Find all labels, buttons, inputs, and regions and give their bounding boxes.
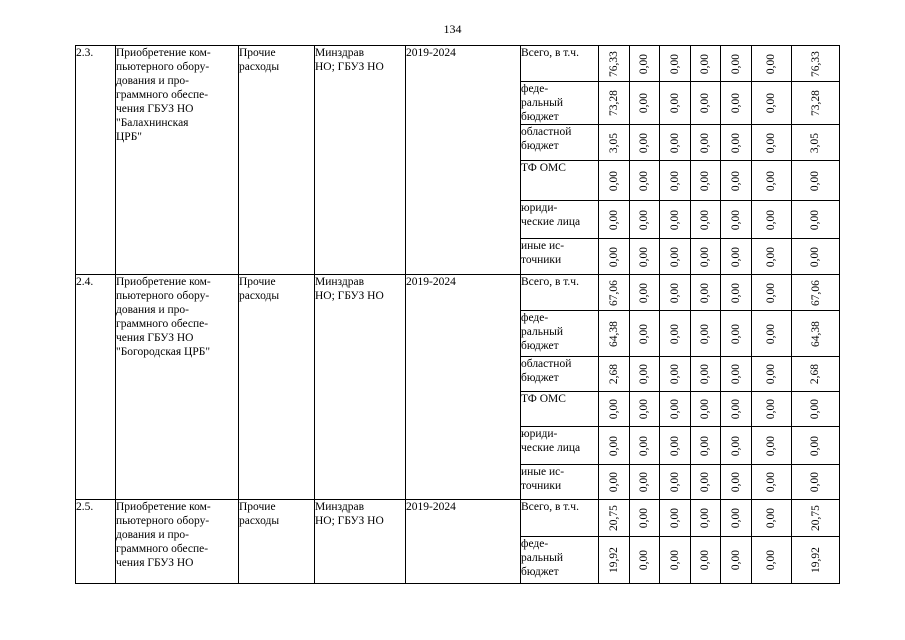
period: 2019-2024 (406, 47, 456, 59)
amount-cell (792, 500, 840, 537)
amount-cell (792, 392, 840, 427)
amount-value: 0,00 (669, 471, 681, 493)
program-measures-table (75, 45, 840, 584)
amount-value: 0,00 (765, 246, 778, 267)
amount-cell (721, 392, 752, 427)
amount-cell (752, 201, 792, 239)
amount-cell (721, 125, 752, 161)
funding-source-cell (521, 392, 599, 427)
amount-cell (660, 239, 691, 275)
amount-cell (630, 392, 660, 427)
amount-cell (752, 392, 792, 427)
amount-cell (599, 125, 630, 161)
amount-value: 0,00 (730, 209, 742, 230)
item-name: Приобретение ком- пьютерного обору- дования и про- граммного обеспе- чения ГБУЗ НО "Богородская ЦРБ" (116, 276, 211, 358)
amount-cell (660, 46, 691, 82)
amount-value: 0,00 (669, 92, 681, 114)
amount-value: 0,00 (638, 398, 651, 420)
amount-cell (660, 125, 691, 161)
amount-value: 0,00 (638, 132, 651, 153)
amount-cell (599, 537, 630, 584)
amount-cell (660, 392, 691, 427)
funding-source: юриди- ческие лица (521, 202, 581, 228)
amount-value: 0,00 (608, 170, 620, 191)
amount-cell (599, 82, 630, 125)
amount-value: 2,68 (809, 363, 822, 385)
amount-cell (691, 311, 721, 357)
amount-cell (599, 392, 630, 427)
amount-value: 0,00 (669, 363, 681, 385)
amount-value: 0,00 (699, 209, 712, 230)
amount-value: 0,00 (730, 363, 742, 385)
page-number: 134 (443, 22, 462, 36)
amount-value: 0,00 (638, 209, 651, 230)
amount-value: 0,00 (809, 398, 822, 420)
item-number: 2.4. (76, 276, 94, 288)
amount-cell (660, 201, 691, 239)
funding-source-cell (521, 125, 599, 161)
amount-value: 0,00 (699, 53, 712, 74)
amount-value: 0,00 (730, 323, 742, 344)
amount-cell (752, 161, 792, 201)
item-number: 2.5. (76, 501, 94, 513)
amount-value: 0,00 (809, 209, 822, 230)
amount-cell (599, 465, 630, 500)
table-row (76, 46, 840, 82)
period-cell (406, 275, 521, 500)
table-row (76, 500, 840, 537)
amount-value: 0,00 (765, 549, 778, 571)
amount-cell (752, 311, 792, 357)
amount-cell (691, 201, 721, 239)
amount-cell (792, 125, 840, 161)
amount-cell (599, 357, 630, 392)
amount-value: 0,00 (730, 471, 742, 493)
funding-source: Всего, в т.ч. (521, 276, 579, 288)
amount-cell (630, 465, 660, 500)
amount-value: 0,00 (699, 323, 712, 344)
amount-value: 0,00 (730, 132, 742, 153)
expense-type-cell (239, 46, 315, 275)
amount-value: 64,38 (809, 320, 822, 347)
amount-value: 0,00 (809, 170, 822, 191)
amount-cell (630, 239, 660, 275)
amount-value: 67,06 (608, 279, 620, 306)
amount-value: 0,00 (669, 435, 681, 456)
amount-value: 64,38 (608, 320, 620, 347)
amount-cell (660, 311, 691, 357)
amount-cell (752, 465, 792, 500)
amount-value: 0,00 (730, 282, 742, 303)
amount-cell (792, 537, 840, 584)
amount-value: 0,00 (638, 471, 651, 493)
funding-source: областной бюджет (521, 126, 572, 152)
amount-value: 0,00 (699, 92, 712, 114)
funding-source: Всего, в т.ч. (521, 47, 579, 59)
amount-cell (792, 161, 840, 201)
amount-cell (752, 46, 792, 82)
amount-value: 0,00 (608, 435, 620, 456)
amount-cell (599, 46, 630, 82)
funding-source-cell (521, 239, 599, 275)
funding-source-cell (521, 500, 599, 537)
amount-cell (660, 465, 691, 500)
amount-cell (721, 357, 752, 392)
amount-value: 0,00 (699, 435, 712, 456)
table-row (76, 275, 840, 311)
executor: Минздрав НО; ГБУЗ НО (315, 47, 384, 73)
item-number-cell (76, 275, 116, 500)
amount-value: 67,06 (809, 279, 822, 306)
amount-cell (752, 357, 792, 392)
amount-value: 0,00 (638, 170, 651, 191)
amount-cell (792, 275, 840, 311)
amount-cell (630, 537, 660, 584)
amount-cell (691, 46, 721, 82)
funding-source: областной бюджет (521, 358, 572, 384)
amount-cell (752, 82, 792, 125)
amount-value: 0,00 (669, 246, 681, 267)
amount-value: 0,00 (765, 323, 778, 344)
amount-cell (691, 427, 721, 465)
amount-value: 0,00 (730, 246, 742, 267)
item-name: Приобретение ком- пьютерного обору- дования и про- граммного обеспе- чения ГБУЗ НО (116, 501, 211, 569)
amount-value: 0,00 (730, 549, 742, 571)
amount-cell (792, 82, 840, 125)
amount-value: 19,92 (608, 547, 620, 573)
funding-source: феде- ральный бюджет (521, 312, 563, 352)
amount-cell (630, 275, 660, 311)
item-name-cell (116, 275, 239, 500)
amount-cell (721, 427, 752, 465)
amount-cell (721, 311, 752, 357)
amount-cell (630, 46, 660, 82)
amount-value: 0,00 (730, 170, 742, 191)
amount-value: 0,00 (809, 471, 822, 493)
amount-cell (660, 275, 691, 311)
amount-cell (721, 537, 752, 584)
amount-cell (792, 465, 840, 500)
amount-value: 0,00 (765, 398, 778, 420)
funding-source-cell (521, 427, 599, 465)
amount-cell (599, 500, 630, 537)
funding-source: ТФ ОМС (521, 393, 566, 405)
funding-source-cell (521, 82, 599, 125)
amount-value: 0,00 (638, 435, 651, 456)
amount-value: 0,00 (669, 398, 681, 420)
amount-value: 73,28 (608, 90, 620, 116)
amount-value: 2,68 (608, 363, 620, 385)
amount-value: 76,33 (809, 50, 822, 77)
funding-source: иные ис- точники (521, 466, 565, 492)
amount-value: 73,28 (809, 90, 822, 116)
funding-source-cell (521, 465, 599, 500)
funding-source-cell (521, 357, 599, 392)
amount-value: 0,00 (765, 132, 778, 153)
amount-cell (721, 161, 752, 201)
amount-cell (752, 537, 792, 584)
amount-value: 0,00 (699, 282, 712, 303)
amount-value: 3,05 (608, 132, 620, 153)
amount-cell (721, 239, 752, 275)
amount-cell (630, 125, 660, 161)
funding-source-cell (521, 46, 599, 82)
amount-cell (630, 311, 660, 357)
amount-value: 0,00 (765, 209, 778, 230)
amount-value: 0,00 (638, 507, 651, 529)
amount-cell (721, 500, 752, 537)
funding-source: феде- ральный бюджет (521, 83, 563, 123)
amount-cell (599, 201, 630, 239)
amount-value: 0,00 (765, 471, 778, 493)
amount-value: 0,00 (669, 507, 681, 529)
amount-cell (630, 427, 660, 465)
amount-value: 0,00 (638, 246, 651, 267)
amount-cell (721, 82, 752, 125)
amount-cell (792, 311, 840, 357)
amount-cell (599, 427, 630, 465)
amount-value: 0,00 (699, 246, 712, 267)
amount-value: 0,00 (809, 246, 822, 267)
funding-source: иные ис- точники (521, 240, 565, 266)
amount-cell (721, 46, 752, 82)
executor-cell (315, 46, 406, 275)
amount-cell (630, 82, 660, 125)
amount-value: 0,00 (638, 53, 651, 74)
amount-cell (630, 161, 660, 201)
amount-cell (660, 500, 691, 537)
amount-cell (630, 357, 660, 392)
amount-value: 0,00 (730, 435, 742, 456)
amount-cell (721, 201, 752, 239)
amount-value: 0,00 (699, 363, 712, 385)
amount-value: 0,00 (765, 435, 778, 456)
executor: Минздрав НО; ГБУЗ НО (315, 501, 384, 527)
item-name-cell (116, 500, 239, 584)
amount-value: 0,00 (669, 209, 681, 230)
amount-cell (691, 465, 721, 500)
amount-value: 20,75 (608, 505, 620, 531)
amount-value: 0,00 (638, 92, 651, 114)
funding-source: юриди- ческие лица (521, 428, 581, 454)
amount-value: 0,00 (669, 132, 681, 153)
period-cell (406, 46, 521, 275)
amount-value: 76,33 (608, 50, 620, 77)
funding-source: феде- ральный бюджет (521, 538, 563, 578)
amount-cell (752, 239, 792, 275)
amount-cell (660, 537, 691, 584)
amount-cell (792, 427, 840, 465)
expense-type: Прочие расходы (239, 501, 280, 527)
amount-value: 0,00 (765, 363, 778, 385)
funding-source: Всего, в т.ч. (521, 501, 579, 513)
amount-cell (599, 239, 630, 275)
amount-value: 0,00 (638, 549, 651, 571)
amount-value: 0,00 (638, 282, 651, 303)
amount-value: 0,00 (730, 92, 742, 114)
amount-cell (691, 357, 721, 392)
amount-cell (691, 239, 721, 275)
amount-value: 0,00 (765, 92, 778, 114)
amount-value: 0,00 (809, 435, 822, 456)
amount-value: 0,00 (765, 170, 778, 191)
amount-value: 0,00 (730, 53, 742, 74)
amount-cell (792, 46, 840, 82)
item-name: Приобретение ком- пьютерного обору- дования и про- граммного обеспе- чения ГБУЗ НО "Балахнинская ЦРБ" (116, 47, 211, 143)
amount-cell (599, 275, 630, 311)
amount-value: 0,00 (669, 170, 681, 191)
amount-value: 0,00 (638, 323, 651, 344)
amount-cell (660, 161, 691, 201)
amount-cell (792, 357, 840, 392)
amount-value: 0,00 (608, 471, 620, 493)
expense-type-cell (239, 500, 315, 584)
funding-source-cell (521, 275, 599, 311)
amount-value: 0,00 (669, 53, 681, 74)
amount-cell (660, 427, 691, 465)
amount-cell (752, 125, 792, 161)
amount-value: 0,00 (608, 246, 620, 267)
amount-cell (691, 537, 721, 584)
item-name-cell (116, 46, 239, 275)
amount-value: 0,00 (730, 398, 742, 420)
amount-value: 0,00 (669, 323, 681, 344)
amount-value: 0,00 (699, 471, 712, 493)
funding-source-cell (521, 311, 599, 357)
amount-value: 0,00 (699, 507, 712, 529)
amount-cell (721, 465, 752, 500)
amount-cell (691, 392, 721, 427)
funding-source-cell (521, 161, 599, 201)
amount-cell (691, 125, 721, 161)
amount-cell (691, 161, 721, 201)
amount-value: 0,00 (730, 507, 742, 529)
amount-cell (691, 82, 721, 125)
amount-cell (630, 201, 660, 239)
amount-value: 0,00 (765, 53, 778, 74)
amount-cell (599, 161, 630, 201)
expense-type: Прочие расходы (239, 47, 280, 73)
amount-cell (660, 82, 691, 125)
funding-source: ТФ ОМС (521, 162, 566, 174)
period-cell (406, 500, 521, 584)
amount-value: 0,00 (765, 507, 778, 529)
item-number-cell (76, 46, 116, 275)
amount-value: 0,00 (699, 549, 712, 571)
amount-cell (599, 311, 630, 357)
amount-value: 20,75 (809, 505, 822, 531)
amount-cell (752, 427, 792, 465)
amount-value: 0,00 (765, 282, 778, 303)
period: 2019-2024 (406, 501, 456, 513)
period: 2019-2024 (406, 276, 456, 288)
item-number-cell (76, 500, 116, 584)
amount-cell (691, 275, 721, 311)
funding-source-cell (521, 537, 599, 584)
amount-cell (792, 239, 840, 275)
funding-source-cell (521, 201, 599, 239)
amount-cell (630, 500, 660, 537)
item-number: 2.3. (76, 47, 94, 59)
amount-value: 0,00 (699, 170, 712, 191)
amount-value: 0,00 (669, 282, 681, 303)
executor-cell (315, 275, 406, 500)
amount-value: 0,00 (638, 363, 651, 385)
amount-cell (660, 357, 691, 392)
executor-cell (315, 500, 406, 584)
amount-value: 19,92 (809, 547, 822, 573)
amount-value: 3,05 (809, 132, 822, 153)
expense-type: Прочие расходы (239, 276, 280, 302)
amount-cell (752, 275, 792, 311)
amount-value: 0,00 (669, 549, 681, 571)
amount-value: 0,00 (608, 398, 620, 420)
expense-type-cell (239, 275, 315, 500)
amount-value: 0,00 (608, 209, 620, 230)
amount-value: 0,00 (699, 398, 712, 420)
amount-cell (691, 500, 721, 537)
amount-cell (752, 500, 792, 537)
amount-cell (721, 275, 752, 311)
amount-value: 0,00 (699, 132, 712, 153)
executor: Минздрав НО; ГБУЗ НО (315, 276, 384, 302)
amount-cell (792, 201, 840, 239)
